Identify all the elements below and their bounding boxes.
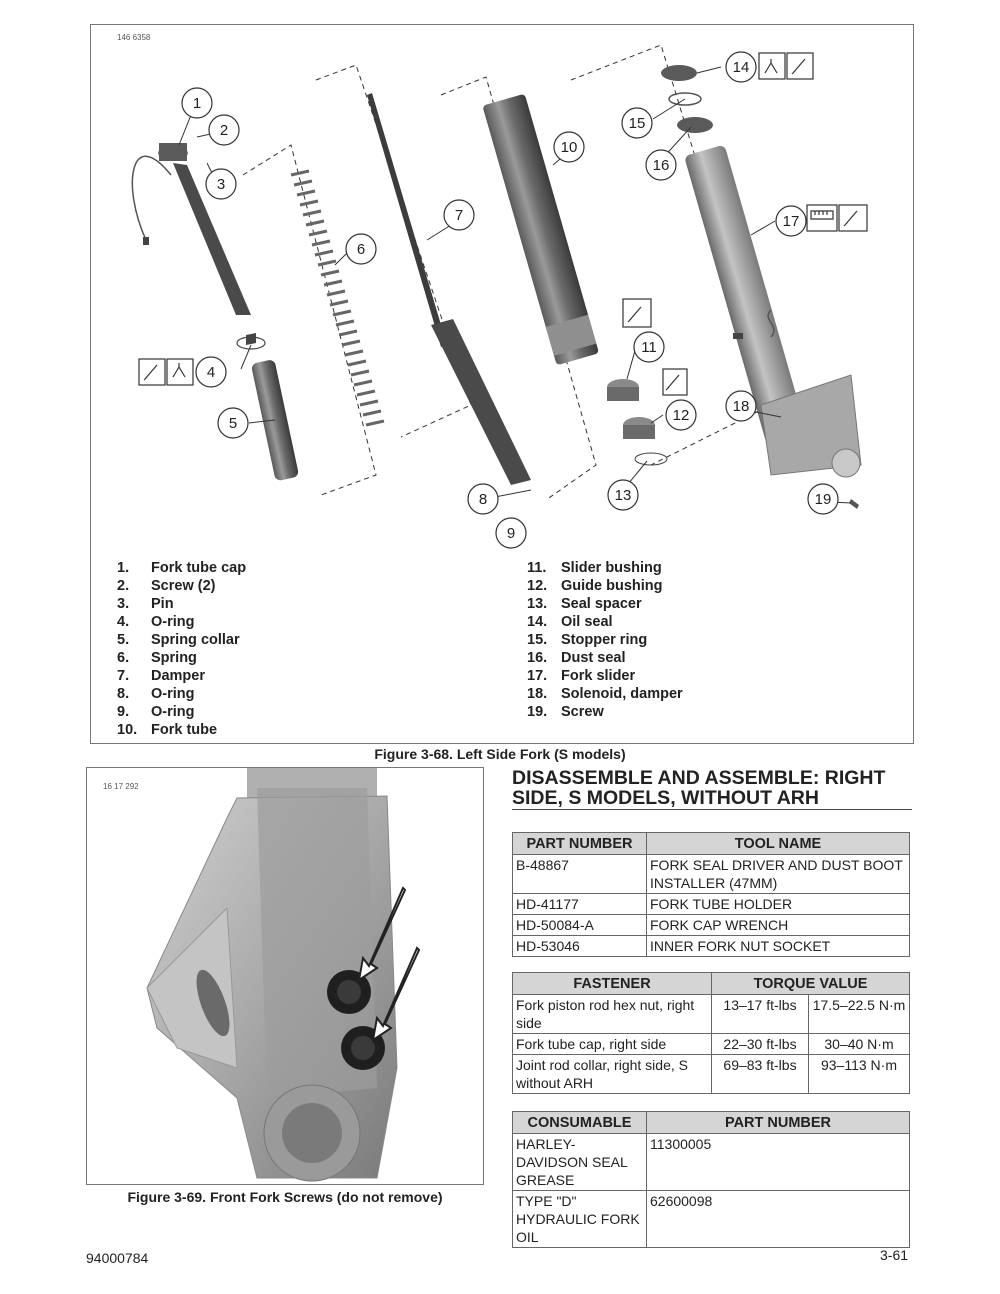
- legend-item: 14. Oil seal: [527, 614, 613, 630]
- table-row: HD-53046 INNER FORK NUT SOCKET: [513, 936, 910, 957]
- callout-18: 18: [732, 398, 750, 415]
- callout-6: 6: [356, 241, 366, 258]
- table-row: Fork piston rod hex nut, right side 13–17 ft-lbs 17.5–22.5 N·m: [513, 995, 910, 1034]
- legend-item: 1. Fork tube cap: [117, 560, 247, 576]
- section-title: DISASSEMBLE AND ASSEMBLE: RIGHT SIDE, S MODELS, WITHOUT ARH: [512, 767, 886, 809]
- table-row: Joint rod collar, right side, S without ARH 69–83 ft-lbs 93–113 N·m: [513, 1055, 910, 1094]
- table-row: B-48867 FORK SEAL DRIVER AND DUST BOOT INSTALLER (47MM): [513, 855, 910, 894]
- fork-tube: [482, 94, 599, 366]
- callout-15: 15: [628, 115, 646, 132]
- callout-5: 5: [228, 415, 238, 432]
- legend-item: 2. Screw (2): [117, 578, 216, 594]
- front-fork-screws-figure: [86, 767, 484, 1185]
- spring: [291, 171, 384, 425]
- legend-item: 7. Damper: [117, 668, 205, 684]
- callout-12: 12: [672, 407, 690, 424]
- fork-tube-cap: [158, 143, 251, 315]
- legend-item: 8. O-ring: [117, 686, 195, 702]
- column-header: TORQUE VALUE: [712, 973, 910, 995]
- torque-table: [512, 972, 910, 1094]
- exploded-view-figure: [90, 24, 914, 744]
- legend-item: 13. Seal spacer: [527, 596, 642, 612]
- callout-16: 16: [652, 157, 670, 174]
- legend-item: 18. Solenoid, damper: [527, 686, 683, 702]
- column-header: CONSUMABLE: [513, 1112, 647, 1134]
- legend-item: 6. Spring: [117, 650, 197, 666]
- table-row: HD-50084-A FORK CAP WRENCH: [513, 915, 910, 936]
- parts-legend-right: [527, 559, 683, 721]
- special-tools-table: [512, 832, 910, 957]
- callout-11: 11: [641, 339, 657, 356]
- figure-id: 16 17 292: [103, 782, 139, 791]
- figure-caption: Figure 3-68. Left Side Fork (S models): [374, 746, 626, 762]
- figure-id: 146 6358: [117, 33, 151, 42]
- legend-item: 17. Fork slider: [527, 668, 636, 684]
- table-row: Fork tube cap, right side 22–30 ft-lbs 30–40 N·m: [513, 1034, 910, 1055]
- legend-item: 19. Screw: [527, 704, 604, 720]
- callout-19: 19: [814, 491, 832, 508]
- legend-item: 3. Pin: [117, 596, 174, 612]
- callout-17: 17: [782, 213, 800, 230]
- legend-item: 9. O-ring: [117, 704, 195, 720]
- legend-item: 4. O-ring: [117, 614, 195, 630]
- fork-lug-photo: [87, 768, 483, 1184]
- callout-8: 8: [478, 491, 488, 508]
- callout-13: 13: [614, 487, 632, 504]
- legend-item: 10. Fork tube: [117, 722, 218, 738]
- callout-4: 4: [206, 364, 216, 381]
- document-number: 94000784: [86, 1250, 149, 1266]
- parts-legend-left: [117, 559, 246, 739]
- callout-7: 7: [454, 207, 464, 224]
- callout-14: 14: [732, 59, 750, 76]
- callout-9: 9: [506, 525, 516, 542]
- column-header: PART NUMBER: [513, 833, 647, 855]
- table-row: HD-41177 FORK TUBE HOLDER: [513, 894, 910, 915]
- callout-2: 2: [219, 122, 229, 139]
- figure-caption: Figure 3-69. Front Fork Screws (do not remove): [127, 1189, 443, 1205]
- page-number: 3-61: [880, 1247, 909, 1263]
- legend-item: 11. Slider bushing: [527, 560, 662, 576]
- callout-10: 10: [560, 139, 578, 156]
- legend-item: 5. Spring collar: [117, 632, 240, 648]
- consumables-table: [512, 1111, 910, 1248]
- column-header: PART NUMBER: [647, 1112, 910, 1134]
- column-header: TOOL NAME: [647, 833, 910, 855]
- table-row: HARLEY-DAVIDSON SEAL GREASE 11300005: [513, 1134, 910, 1191]
- table-row: TYPE "D" HYDRAULIC FORK OIL 62600098: [513, 1191, 910, 1248]
- column-header: FASTENER: [513, 973, 712, 995]
- callout-1: 1: [192, 95, 202, 112]
- callout-3: 3: [216, 176, 226, 193]
- legend-item: 15. Stopper ring: [527, 632, 648, 648]
- legend-item: 12. Guide bushing: [527, 578, 663, 594]
- legend-item: 16. Dust seal: [527, 650, 626, 666]
- title-rule: [512, 809, 912, 810]
